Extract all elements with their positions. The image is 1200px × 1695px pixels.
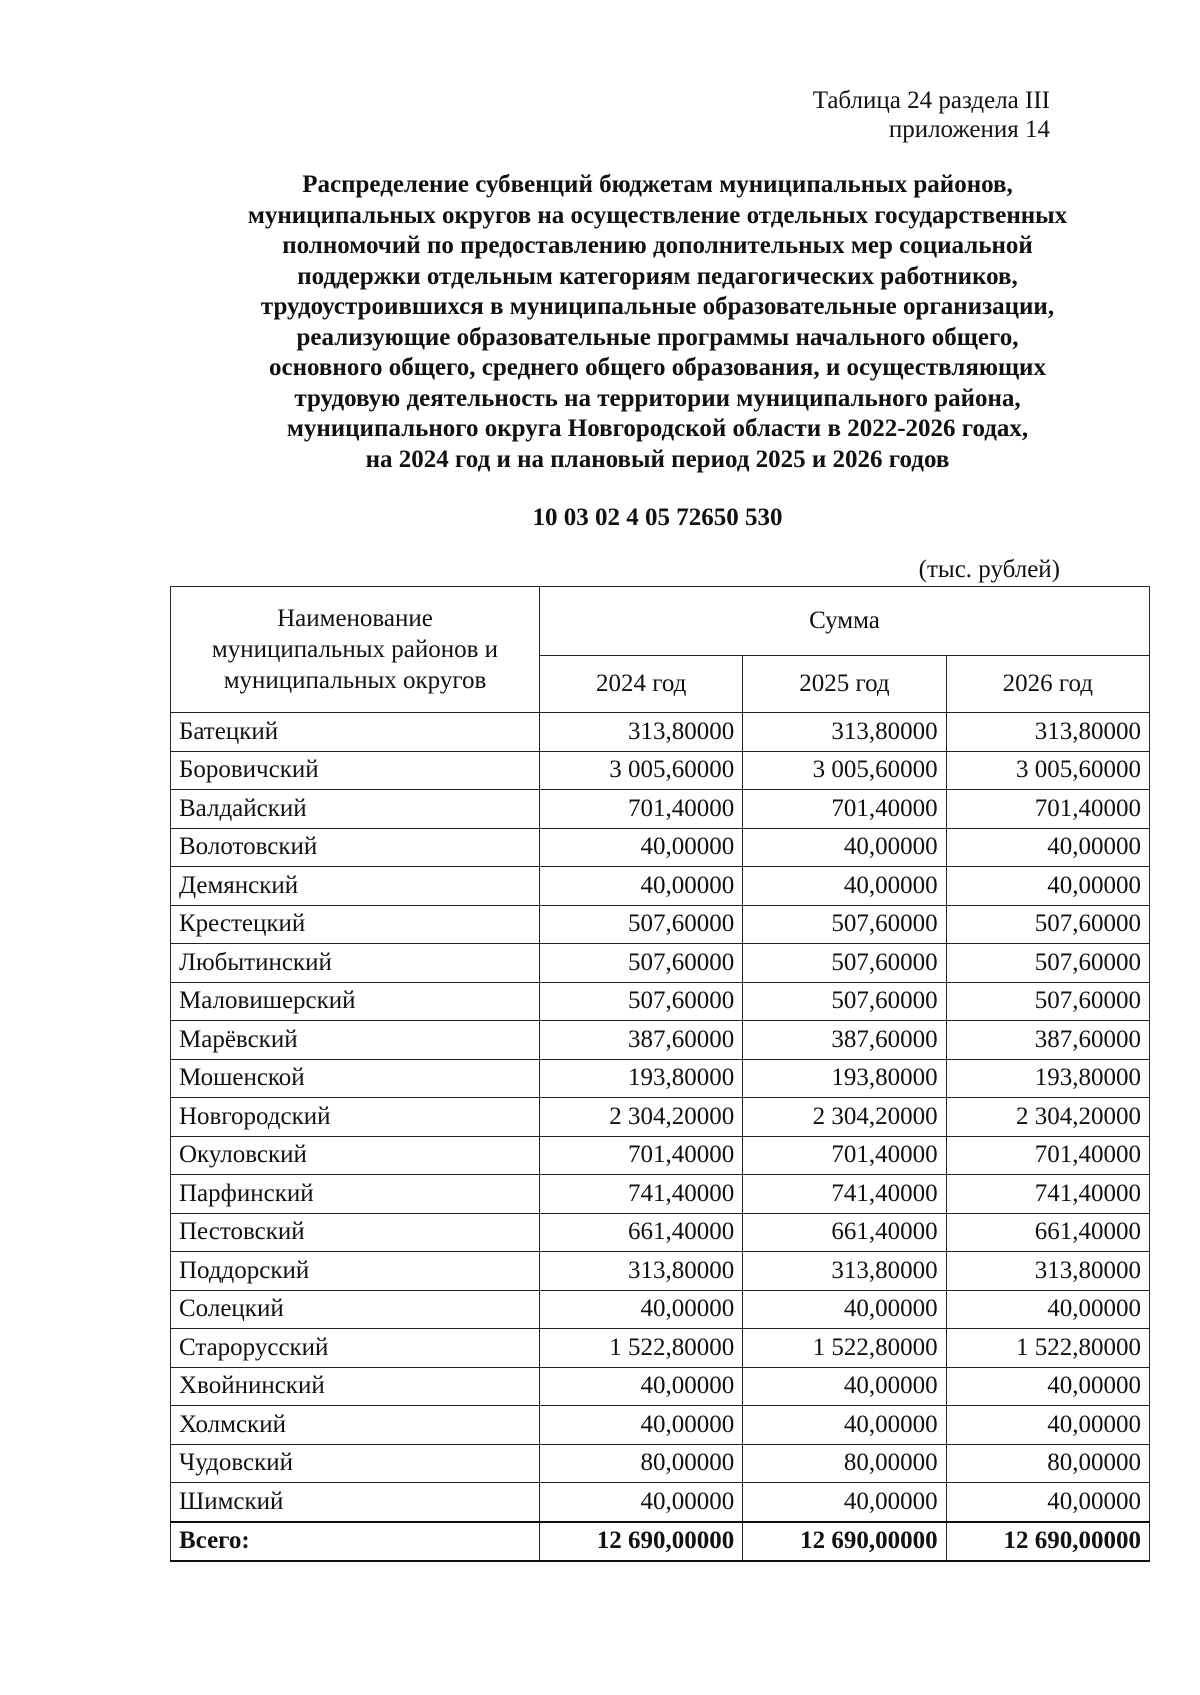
year-header-2025: 2025 год xyxy=(743,656,946,713)
value-2025: 313,80000 xyxy=(743,713,946,752)
value-2024: 40,00000 xyxy=(539,1367,742,1406)
value-2025: 2 304,20000 xyxy=(743,1098,946,1137)
value-2025: 661,40000 xyxy=(743,1213,946,1252)
value-2026: 741,40000 xyxy=(946,1175,1149,1214)
district-name: Окуловский xyxy=(171,1136,540,1175)
table-row xyxy=(171,1175,1150,1214)
value-2025: 507,60000 xyxy=(743,982,946,1021)
table-row xyxy=(171,867,1150,906)
district-name: Парфинский xyxy=(171,1175,540,1214)
year-header-2026: 2026 год xyxy=(946,656,1149,713)
value-2026: 40,00000 xyxy=(946,1367,1149,1406)
total-2025: 12 690,00000 xyxy=(743,1522,946,1562)
value-2024: 40,00000 xyxy=(539,1406,742,1445)
value-2024: 80,00000 xyxy=(539,1444,742,1483)
value-2025: 507,60000 xyxy=(743,905,946,944)
value-2025: 80,00000 xyxy=(743,1444,946,1483)
district-name: Демянский xyxy=(171,867,540,906)
value-2024: 661,40000 xyxy=(539,1213,742,1252)
value-2025: 193,80000 xyxy=(743,1059,946,1098)
total-2024: 12 690,00000 xyxy=(539,1522,742,1562)
district-name: Холмский xyxy=(171,1406,540,1445)
value-2024: 387,60000 xyxy=(539,1021,742,1060)
total-2026: 12 690,00000 xyxy=(946,1522,1149,1562)
value-2025: 40,00000 xyxy=(743,1290,946,1329)
table-row xyxy=(171,1329,1150,1368)
value-2024: 507,60000 xyxy=(539,905,742,944)
district-name: Маловишерский xyxy=(171,982,540,1021)
value-2025: 741,40000 xyxy=(743,1175,946,1214)
name-header-line: муниципальных округов xyxy=(223,667,487,694)
name-header-line: Наименование xyxy=(277,605,433,632)
table-row xyxy=(171,1444,1150,1483)
title-line: Распределение субвенций бюджетам муниципальных районов, xyxy=(302,171,1013,198)
title-line: реализующие образовательные программы начального общего, xyxy=(296,323,1019,351)
table-reference xyxy=(813,86,1050,144)
document-title xyxy=(120,170,1195,475)
table-row xyxy=(171,944,1150,983)
value-2025: 40,00000 xyxy=(743,1483,946,1522)
value-2026: 40,00000 xyxy=(946,1483,1149,1522)
value-2026: 387,60000 xyxy=(946,1021,1149,1060)
table-row xyxy=(171,828,1150,867)
district-name: Боровичский xyxy=(171,751,540,790)
value-2026: 313,80000 xyxy=(946,1252,1149,1291)
title-line: муниципального округа Новгородской области в 2022-2026 годах, xyxy=(286,415,1029,442)
table-row xyxy=(171,1136,1150,1175)
value-2026: 193,80000 xyxy=(946,1059,1149,1098)
name-column-header xyxy=(171,587,540,713)
value-2025: 40,00000 xyxy=(743,1406,946,1445)
value-2026: 1 522,80000 xyxy=(946,1329,1149,1368)
value-2024: 701,40000 xyxy=(539,790,742,829)
table-reference-line-1: Таблица 24 раздела III xyxy=(812,87,1050,114)
district-name: Марёвский xyxy=(171,1021,540,1060)
value-2026: 701,40000 xyxy=(946,1136,1149,1175)
value-2024: 40,00000 xyxy=(539,828,742,867)
value-2026: 313,80000 xyxy=(946,713,1149,752)
table-row xyxy=(171,982,1150,1021)
district-name: Любытинский xyxy=(171,944,540,983)
table-row xyxy=(171,1098,1150,1137)
header-row xyxy=(171,587,1150,656)
district-name: Солецкий xyxy=(171,1290,540,1329)
value-2026: 80,00000 xyxy=(946,1444,1149,1483)
table-row xyxy=(171,1021,1150,1060)
value-2024: 701,40000 xyxy=(539,1136,742,1175)
value-2025: 701,40000 xyxy=(743,790,946,829)
value-2025: 313,80000 xyxy=(743,1252,946,1291)
value-2026: 507,60000 xyxy=(946,905,1149,944)
value-2026: 40,00000 xyxy=(946,828,1149,867)
units-label: (тыс. рублей) xyxy=(918,556,1060,583)
subsidy-table xyxy=(170,586,1150,1562)
value-2025: 507,60000 xyxy=(743,944,946,983)
value-2024: 2 304,20000 xyxy=(539,1098,742,1137)
title-line: поддержки отдельным категориям педагогических работников, xyxy=(297,262,1018,290)
value-2025: 3 005,60000 xyxy=(743,751,946,790)
value-2024: 313,80000 xyxy=(539,1252,742,1291)
value-2026: 40,00000 xyxy=(946,1406,1149,1445)
table-row xyxy=(171,1213,1150,1252)
value-2024: 40,00000 xyxy=(539,1483,742,1522)
value-2024: 3 005,60000 xyxy=(539,751,742,790)
table-row xyxy=(171,790,1150,829)
district-name: Новгородский xyxy=(171,1098,540,1137)
value-2026: 3 005,60000 xyxy=(946,751,1149,790)
value-2026: 507,60000 xyxy=(946,944,1149,983)
district-name: Валдайский xyxy=(171,790,540,829)
value-2024: 1 522,80000 xyxy=(539,1329,742,1368)
district-name: Батецкий xyxy=(171,713,540,752)
table-reference-line-2: приложения 14 xyxy=(888,116,1050,143)
total-row xyxy=(171,1522,1150,1562)
table-row xyxy=(171,905,1150,944)
table-row xyxy=(171,1252,1150,1291)
value-2026: 2 304,20000 xyxy=(946,1098,1149,1137)
value-2024: 313,80000 xyxy=(539,713,742,752)
value-2026: 40,00000 xyxy=(946,1290,1149,1329)
title-line: трудоустроившихся в муниципальные образовательные организации, xyxy=(260,293,1055,320)
value-2025: 40,00000 xyxy=(743,1367,946,1406)
value-2026: 40,00000 xyxy=(946,867,1149,906)
district-name: Шимский xyxy=(171,1483,540,1522)
value-2025: 40,00000 xyxy=(743,867,946,906)
value-2024: 507,60000 xyxy=(539,944,742,983)
table-row xyxy=(171,751,1150,790)
district-name: Мошенской xyxy=(171,1059,540,1098)
sum-column-header: Сумма xyxy=(539,587,1149,656)
district-name: Пестовский xyxy=(171,1213,540,1252)
district-name: Волотовский xyxy=(171,828,540,867)
value-2026: 701,40000 xyxy=(946,790,1149,829)
district-name: Крестецкий xyxy=(171,905,540,944)
district-name: Старорусский xyxy=(171,1329,540,1368)
value-2024: 40,00000 xyxy=(539,1290,742,1329)
title-line: полномочий по предоставлению дополнительных мер социальной xyxy=(282,232,1033,259)
title-line: основного общего, среднего общего образования, и осуществляющих xyxy=(269,354,1046,381)
title-line: на 2024 год и на плановый период 2025 и 2026 годов xyxy=(365,445,950,473)
budget-code: 10 03 02 4 05 72650 530 xyxy=(532,504,783,531)
district-name: Хвойнинский xyxy=(171,1367,540,1406)
year-header-2024: 2024 год xyxy=(539,656,742,713)
value-2025: 387,60000 xyxy=(743,1021,946,1060)
table-row xyxy=(171,1483,1150,1522)
district-name: Поддорский xyxy=(171,1252,540,1291)
value-2025: 701,40000 xyxy=(743,1136,946,1175)
table-row xyxy=(171,1406,1150,1445)
value-2024: 507,60000 xyxy=(539,982,742,1021)
title-line: муниципальных округов на осуществление отдельных государственных xyxy=(247,201,1068,229)
table-row xyxy=(171,1367,1150,1406)
value-2024: 40,00000 xyxy=(539,867,742,906)
total-label: Всего: xyxy=(171,1522,540,1562)
value-2025: 40,00000 xyxy=(743,828,946,867)
district-name: Чудовский xyxy=(171,1444,540,1483)
table-body xyxy=(171,713,1150,1522)
value-2024: 193,80000 xyxy=(539,1059,742,1098)
value-2026: 507,60000 xyxy=(946,982,1149,1021)
table-row xyxy=(171,1059,1150,1098)
value-2024: 741,40000 xyxy=(539,1175,742,1214)
table-row xyxy=(171,713,1150,752)
value-2025: 1 522,80000 xyxy=(743,1329,946,1368)
value-2026: 661,40000 xyxy=(946,1213,1149,1252)
title-line: трудовую деятельность на территории муниципального района, xyxy=(294,384,1021,412)
name-header-line: муниципальных районов и xyxy=(211,636,499,663)
table-row xyxy=(171,1290,1150,1329)
